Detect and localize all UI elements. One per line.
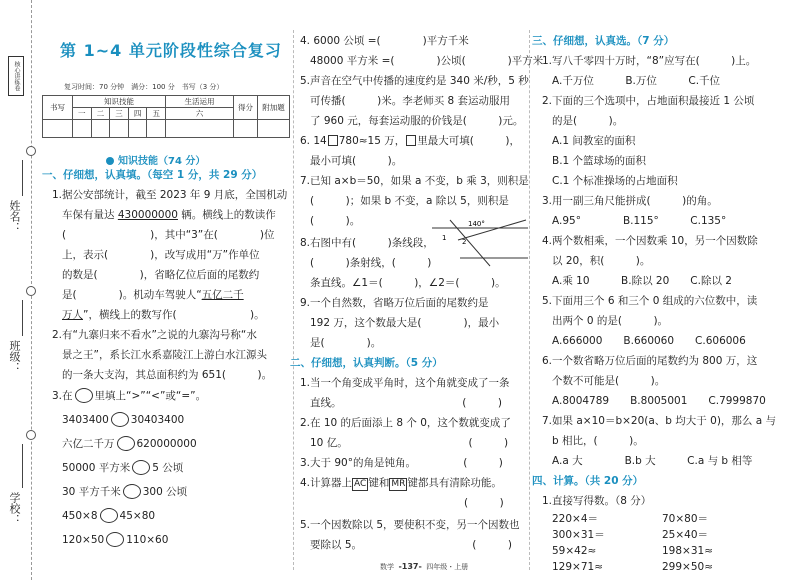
score-cell[interactable] [110, 120, 129, 138]
calc-item: 300×31＝ [552, 529, 605, 541]
judge-line: 3.大于 90°的角是钝角。 ( ) [300, 457, 503, 469]
score-sub: 二 [91, 108, 110, 120]
compare-item: 450×8 45×80 [62, 510, 156, 522]
compare-blank[interactable] [106, 532, 124, 547]
calc-title: 1.直接写得数。（8 分） [542, 495, 652, 507]
compare-circle-icon [75, 388, 93, 403]
score-sub: 五 [147, 108, 166, 120]
choice-options: A.1 间教室的面积 [552, 135, 636, 147]
section-knowledge: 知识技能（74 分） [106, 152, 205, 167]
binding-strip [0, 0, 38, 580]
page-footer [380, 562, 468, 572]
section-dot-icon [106, 157, 114, 165]
column-divider [529, 30, 530, 570]
q3-line: 3.在 里填上“>”“<”或“=”。 [52, 390, 207, 402]
score-cell[interactable] [43, 120, 73, 138]
section-heading-judge: 二、仔细想，认真判断。（5 分） [290, 357, 443, 369]
footer-grade: 四年级・上册 [426, 563, 469, 571]
q4-line: 4. 6000 公顷 =( )平方千米 [300, 35, 469, 47]
compare-item: 120×50 110×60 [62, 534, 169, 546]
name-line [22, 160, 23, 196]
q8-line: 8.右图中有( )条线段， [300, 237, 434, 249]
brand-logo: 核心讲练卷 [8, 56, 24, 96]
choice-options: A.乘 10 B.除以 20 C.除以 2 [552, 275, 732, 287]
score-cell[interactable] [91, 120, 110, 138]
angle-figure [430, 218, 530, 268]
exam-info: 复习时间：70 分钟 满分：100 分 书写（3 分） [64, 83, 224, 91]
binding-hole [26, 146, 36, 156]
q7-line: 7.已知 a×b＝50，如果 a 不变，b 乘 3，则积是 [300, 175, 529, 187]
judge-line: 4.计算器上 AC 键和 MR 键都具有清除功能。 [300, 477, 502, 489]
compare-blank[interactable] [100, 508, 118, 523]
q1-line: 万人”，横线上的数写作( )。 [62, 309, 265, 321]
binding-hole [26, 286, 36, 296]
choice-line: 5.下面用三个 6 和三个 0 组成的六位数中，读 [542, 295, 758, 307]
angle-label-140: 140° [468, 220, 485, 228]
score-col-write: 书写 [43, 96, 73, 120]
score-cell[interactable] [73, 120, 92, 138]
score-col-apply: 生活运用 [166, 96, 234, 108]
choice-options: A.666000 B.660060 C.606006 [552, 335, 746, 347]
choice-line: 3.用一副三角尺能拼成( )的角。 [542, 195, 718, 207]
q4-line: 48000 平方米 =( )公顷( )平方米 [310, 55, 544, 67]
q7-line: ( )；如果 b 不变，a 除以 5，则积是 [310, 195, 509, 207]
compare-blank[interactable] [123, 484, 141, 499]
school-label: 学校： [8, 492, 21, 525]
school-line [22, 444, 23, 488]
compare-item: 50000 平方米 5 公顷 [62, 462, 184, 474]
compare-blank[interactable] [111, 412, 129, 427]
blank-square-icon[interactable] [406, 135, 416, 146]
choice-line: 个数不可能是( )。 [552, 375, 666, 387]
score-cell[interactable] [147, 120, 166, 138]
judge-line: ( ) [464, 497, 504, 509]
q9-line: 9.一个自然数，省略万位后面的尾数约是 [300, 297, 489, 309]
choice-line: 4.两个数相乘，一个因数乘 10，另一个因数除 [542, 235, 758, 247]
q9-line: 是( )。 [310, 337, 382, 349]
score-sub: 六 [166, 108, 234, 120]
class-line [22, 300, 23, 336]
footer-subject: 数学 [380, 563, 394, 571]
calc-item: 299×50≈ [662, 561, 713, 573]
compare-item: 30 平方千米 300 公顷 [62, 486, 188, 498]
q5-line: 了 960 元，每套运动服的价钱是( )元。 [310, 115, 524, 127]
score-cell[interactable] [128, 120, 147, 138]
q8-line: ( )条射线，( ) [310, 257, 432, 269]
angle-label-1: 1 [442, 234, 447, 242]
judge-line: 1.当一个角变成平角时，这个角就变成了一条 [300, 377, 510, 389]
q1-line: 上，表示( )，改写成用“万”作单位 [62, 249, 260, 261]
score-col-extra: 附加题 [258, 96, 290, 120]
choice-line: 以 20，积( )。 [552, 255, 651, 267]
score-table [42, 95, 290, 138]
choice-options: B.1 个篮球场的面积 [552, 155, 647, 167]
compare-item: 3403400 30403400 [62, 414, 185, 426]
calc-item: 59×42≈ [552, 545, 597, 557]
judge-line: 2.在 10 的后面添上 8 个 0，这个数就变成了 [300, 417, 511, 429]
choice-options: A.95° B.115° C.135° [552, 215, 727, 227]
section-heading-choose: 三、仔细想，认真选。（7 分） [532, 35, 675, 47]
compare-item: 六亿二千万 620000000 [62, 438, 197, 450]
q6-line: 最小可填( )。 [310, 155, 403, 167]
judge-line: 5.一个因数除以 5，要使积不变，另一个因数也 [300, 519, 520, 531]
page-title: 第 1~4 单元阶段性综合复习 [60, 41, 282, 60]
binding-hole [26, 430, 36, 440]
choice-options: A.千万位 B.万位 C.千位 [552, 75, 721, 87]
score-col-knowledge: 知识技能 [73, 96, 166, 108]
score-sub: 一 [73, 108, 92, 120]
choice-line: 的是( )。 [552, 115, 624, 127]
q8-line: 条直线。∠1＝( )，∠2＝( )。 [310, 277, 506, 289]
mr-key-icon: MR [391, 479, 406, 489]
column-divider [293, 30, 294, 570]
q1-line: 车保有量达 430000000 辆。横线上的数读作 [62, 209, 276, 221]
section-heading-calc: 四、计算。（共 20 分） [532, 475, 644, 487]
judge-line: 10 亿。 ( ) [310, 437, 509, 449]
choice-options: C.1 个标准操场的占地面积 [552, 175, 678, 187]
q5-line: 可传播( )米。李老师买 8 套运动服用 [310, 95, 511, 107]
q1-line: 是( )。机动车驾驶人“五亿二千 [62, 289, 244, 301]
choice-line: 7.如果 a×10＝b×20(a、b 均大于 0)，那么 a 与 [542, 415, 777, 427]
score-sub: 三 [110, 108, 129, 120]
calc-item: 25×40＝ [662, 529, 709, 541]
choice-line: 1.写八千零四十万时，“8”应写在( )上。 [542, 55, 757, 67]
q2-line: 的一条大支沟，其总面积约为 651( )。 [62, 369, 273, 381]
section-heading-fill: 一、仔细想，认真填。（每空 1 分，共 29 分） [42, 169, 263, 181]
q7-line: ( )。 [310, 215, 361, 227]
score-col-score: 得分 [234, 96, 258, 120]
choice-line: 2.下面的三个选项中，占地面积最接近 1 公顷 [542, 95, 755, 107]
choice-options: A.8004789 B.8005001 C.7999870 [552, 395, 766, 407]
q1-line: 1.据公安部统计，截至 2023 年 9 月底，全国机动 [52, 189, 288, 201]
calc-item: 129×71≈ [552, 561, 603, 573]
q6-line: 6. 14 780≈15 万， 里最大可填( )， [300, 135, 520, 147]
score-cell[interactable] [258, 120, 290, 138]
choice-line: b 相比，( )。 [552, 435, 644, 447]
choice-line: 出两个 0 的是( )。 [552, 315, 669, 327]
calc-item: 220×4＝ [552, 513, 599, 525]
ac-key-icon: AC [354, 479, 367, 489]
score-sub: 四 [128, 108, 147, 120]
compare-blank[interactable] [117, 436, 135, 451]
score-cell[interactable] [166, 120, 234, 138]
calc-item: 198×31≈ [662, 545, 713, 557]
q2-line: 2.有“九寨归来不看水”之说的九寨沟号称“水 [52, 329, 257, 341]
q9-line: 192 万，这个数最大是( )，最小 [310, 317, 500, 329]
q1-line: 的数是( )，省略亿位后面的尾数约 [62, 269, 260, 281]
judge-line: 直线。 ( ) [310, 397, 502, 409]
angle-label-2: 2 [462, 238, 467, 246]
judge-line: 要除以 5。 ( ) [310, 539, 512, 551]
q1-line: ( )，其中“3”在( )位 [62, 229, 275, 241]
choice-line: 6.一个数省略万位后面的尾数约为 800 万，这 [542, 355, 758, 367]
q2-line: 景之王”，系长江水系嘉陵江上游白水江源头 [62, 349, 267, 361]
blank-square-icon[interactable] [328, 135, 338, 146]
class-label: 班级： [8, 340, 21, 373]
name-label: 姓名： [8, 200, 21, 233]
q5-line: 5.声音在空气中传播的速度约是 340 米/秒，5 秒 [300, 75, 529, 87]
footer-page-number: -137- [398, 562, 422, 571]
calc-item: 70×80＝ [662, 513, 709, 525]
score-cell[interactable] [234, 120, 258, 138]
compare-blank[interactable] [132, 460, 150, 475]
choice-options: A.a 大 B.b 大 C.a 与 b 相等 [552, 455, 753, 467]
